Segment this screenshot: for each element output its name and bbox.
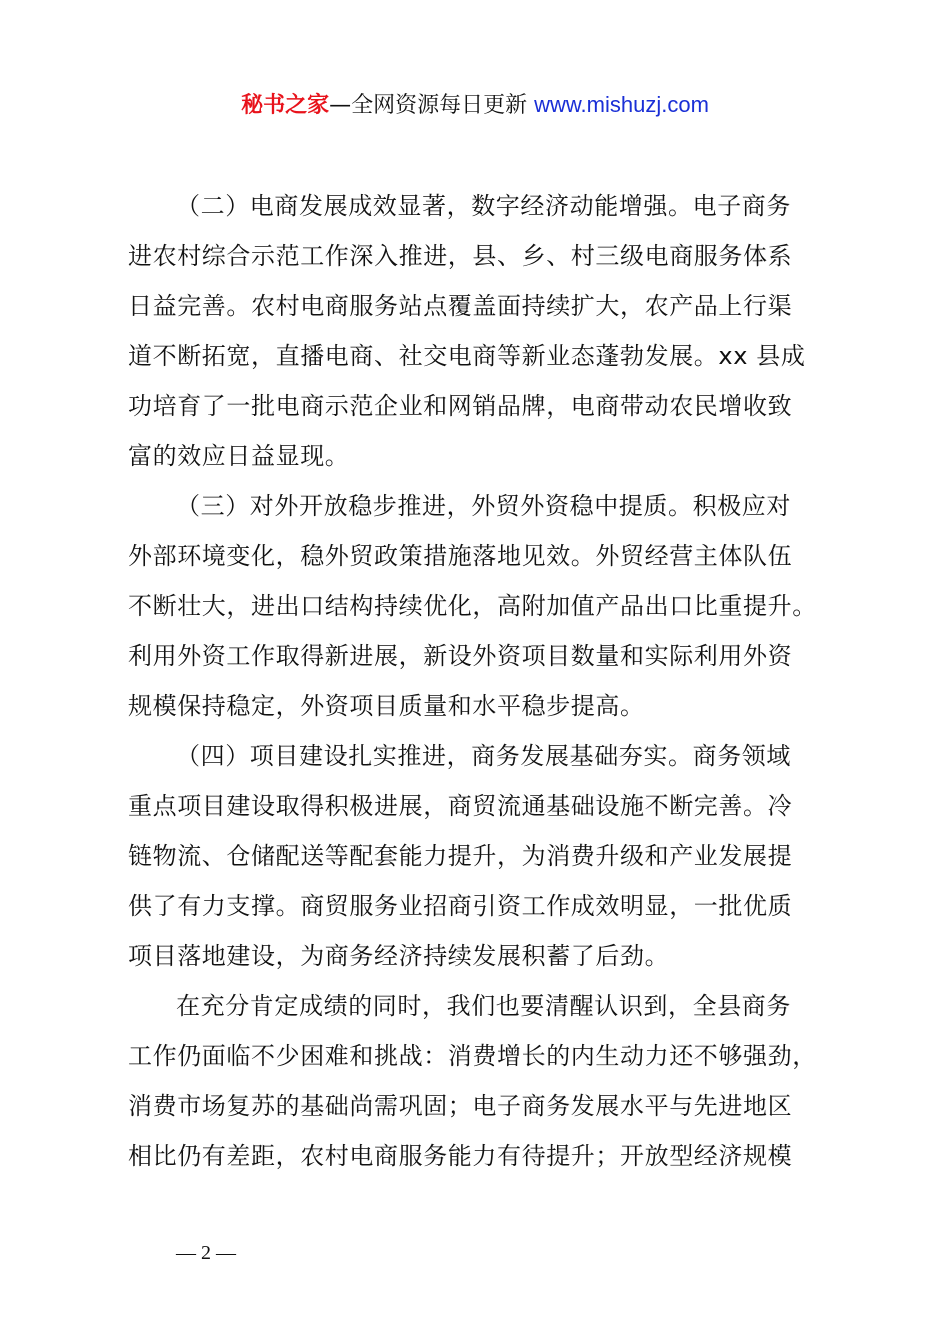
site-header (0, 88, 950, 123)
paragraph-line: 供了有力支撑。商贸服务业招商引资工作成效明显，一批优质 (128, 892, 793, 920)
paragraph-line: 工作仍面临不少困难和挑战：消费增长的内生动力还不够强劲， (128, 1042, 817, 1070)
paragraph-line: 不断壮大，进出口结构持续优化，高附加值产品出口比重提升。 (128, 592, 817, 620)
paragraph-line: （三）对外开放稳步推进，外贸外资稳中提质。积极应对 (176, 492, 791, 520)
paragraph-line: 进农村综合示范工作深入推进，县、乡、村三级电商服务体系 (128, 242, 793, 270)
paragraph-line: 外部环境变化，稳外贸政策措施落地见效。外贸经营主体队伍 (128, 542, 793, 570)
paragraph-line: （二）电商发展成效显著，数字经济动能增强。电子商务 (176, 192, 791, 220)
paragraph-line: 道不断拓宽，直播电商、社交电商等新业态蓬勃发展。xx 县成 (128, 342, 806, 370)
site-url[interactable]: www.mishuzj.com (534, 92, 709, 117)
paragraph-line: 消费市场复苏的基础尚需巩固；电子商务发展水平与先进地区 (128, 1092, 793, 1120)
paragraph-line: 项目落地建设，为商务经济持续发展积蓄了后劲。 (128, 942, 670, 970)
site-tagline: —全网资源每日更新 (329, 93, 528, 118)
paragraph-line: （四）项目建设扎实推进，商务发展基础夯实。商务领域 (176, 742, 791, 770)
paragraph-line: 功培育了一批电商示范企业和网销品牌，电商带动农民增收致 (128, 392, 793, 420)
paragraph-line: 日益完善。农村电商服务站点覆盖面持续扩大，农产品上行渠 (128, 292, 793, 320)
paragraph-line: 利用外资工作取得新进展，新设外资项目数量和实际利用外资 (128, 642, 793, 670)
paragraph-line: 链物流、仓储配送等配套能力提升，为消费升级和产业发展提 (128, 842, 793, 870)
document-body (128, 181, 838, 1181)
paragraph-line: 在充分肯定成绩的同时，我们也要清醒认识到，全县商务 (176, 992, 791, 1020)
paragraph-line: 规模保持稳定，外资项目质量和水平稳步提高。 (128, 692, 645, 720)
paragraph-line: 相比仍有差距，农村电商服务能力有待提升；开放型经济规模 (128, 1142, 793, 1170)
paragraph-line: 重点项目建设取得积极进展，商贸流通基础设施不断完善。冷 (128, 792, 793, 820)
site-brand: 秘书之家 (241, 93, 330, 118)
paragraph-line: 富的效应日益显现。 (128, 442, 350, 470)
page-number: — 2 — (176, 1242, 236, 1264)
